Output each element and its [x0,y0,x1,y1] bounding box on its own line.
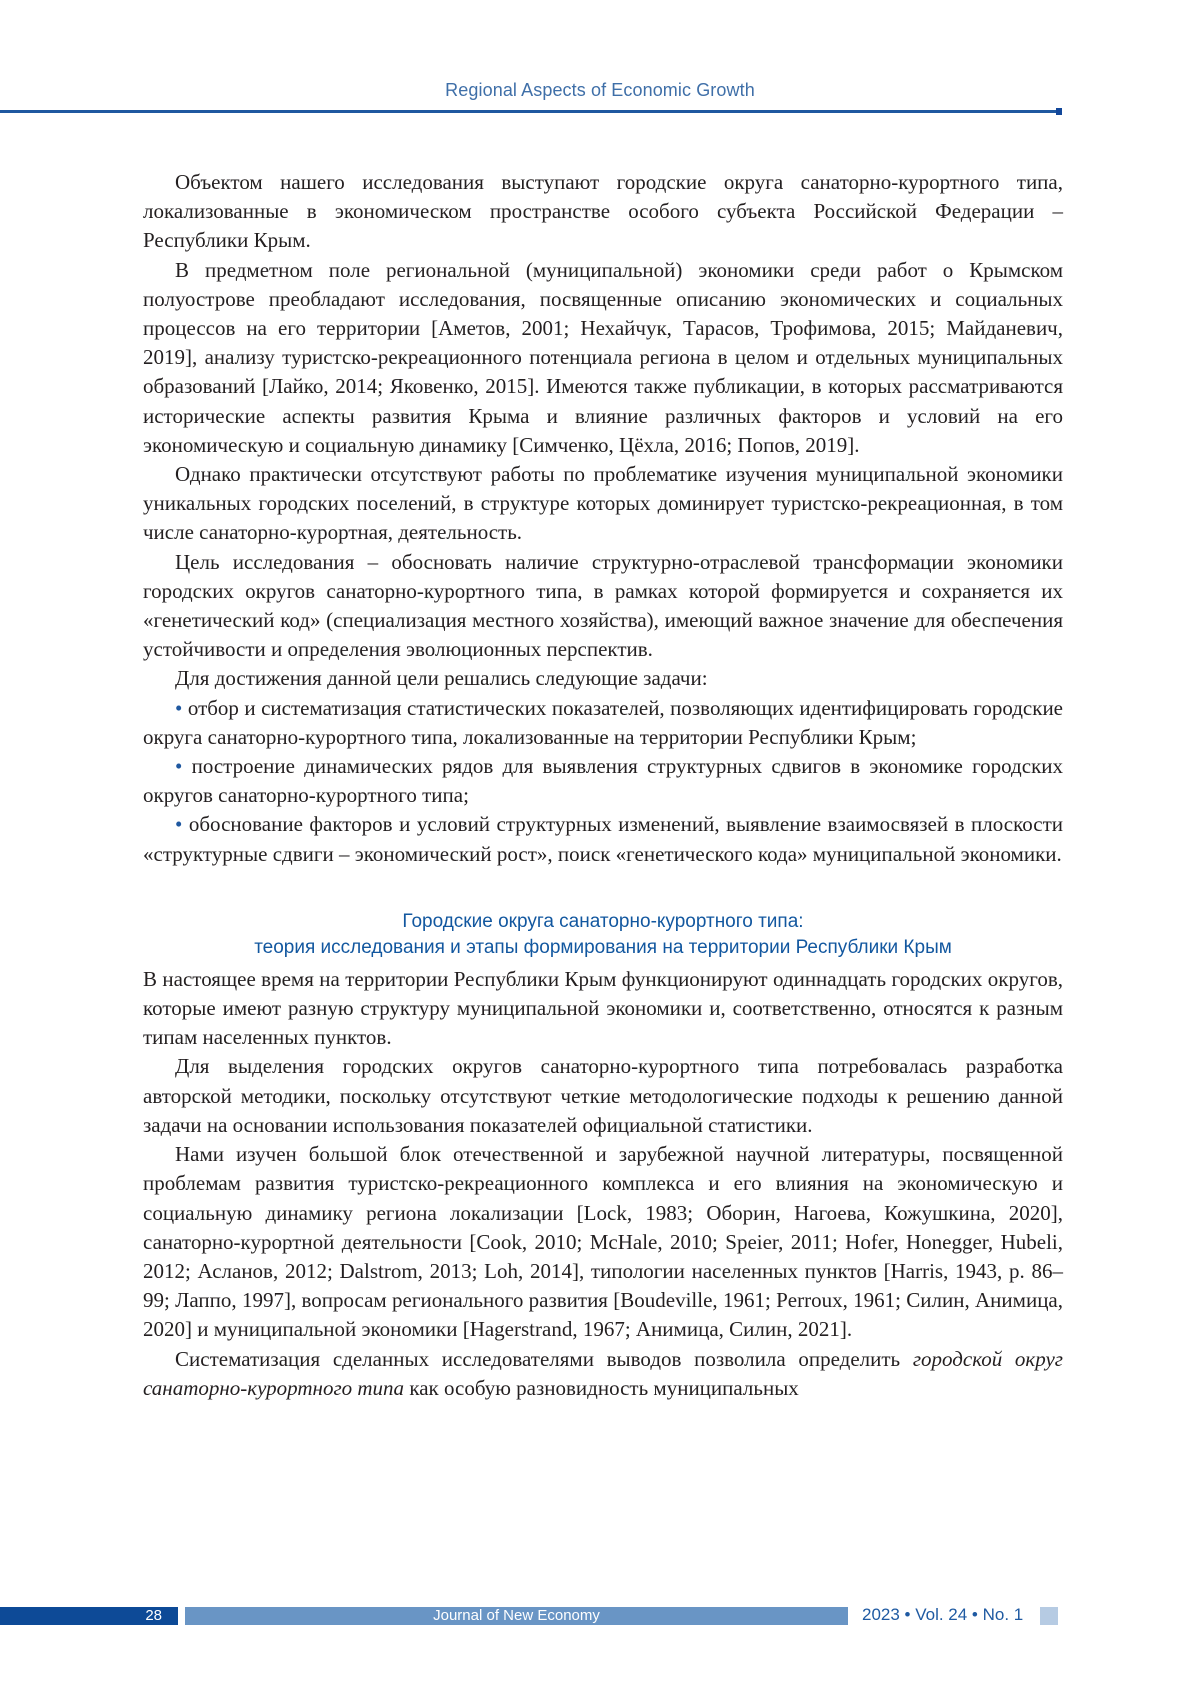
paragraph: В предметном поле региональной (муниципальной) экономики среди работ о Крымском полуострове преобладают исследования, посвященные описанию экономических и социальных процессов на его территории [Аметов, 2001; Нехайчук, Тарасов, Трофимова, 2015; Майданевич, 2019], анализу туристско-рекреационного потенциала региона в целом и отдельных муниципальных образований [Лайко, 2014; Яковенко, 2015]. Имеются также публикации, в которых рассматриваются исторические аспекты развития Крыма и влияние различных факторов и условий на его экономическую и социальную динамику [Симченко, Цёхла, 2016; Попов, 2019]. [143,257,1063,457]
issue-info: 2023 • Vol. 24 • No. 1 [862,1605,1024,1624]
article-body [143,168,1063,1403]
bullet-icon: • [175,754,183,779]
paragraph: Для достижения данной цели решались следующие задачи: [175,666,708,691]
section-heading-line: Городские округа санаторно-курортного типа: [402,910,804,932]
paragraph: Объектом нашего исследования выступают городские округа санаторно-курортного типа, локализованные в экономическом пространстве особого субъекта Российской Федерации – Республики Крым. [143,170,1063,253]
task-text: обоснование факторов и условий структурных изменений, выявление взаимосвязей в плоскости «структурные сдвиги – экономический рост», поиск «генетического кода» муниципальной экономики. [143,812,1063,866]
term-emphasis: городской округ санаторно-курортного типа [143,1346,1063,1400]
section-heading-line: теория исследования и этапы формирования на территории Республики Крым [254,936,952,958]
paragraph: В настоящее время на территории Республики Крым функционируют одиннадцать городских округов, которые имеют разную структуру муниципальной экономики и, соответственно, относятся к разным типам населенных пунктов. [143,966,1063,1050]
paragraph: Нами изучен большой блок отечественной и зарубежной научной литературы, посвященной проблемам развития туристско-рекреационного комплекса и его влияния на экономическую и социальную динамику региона локализации [Lock, 1983; Оборин, Нагоева, Кожушкина, 2020], санаторно-курортной деятельности [Cook, 2010; McHale, 2010; Speier, 2011; Hofer, Honegger, Hubeli, 2012; Асланов, 2012; Dalstrom, 2013; Loh, 2014], типологии населенных пунктов [Harris, 1943, p. 86–99; Лаппо, 1997], вопросам регионального развития [Boudeville, 1961; Perroux, 1961; Силин, Анимица, 2020] и муниципальной экономики [Hagerstrand, 1967; Анимица, Силин, 2021]. [143,1142,1063,1342]
paragraph: Однако практически отсутствуют работы по проблематике изучения муниципальной экономики уникальных городских поселений, в структуре которых доминирует туристско-рекреационная, в том числе санаторно-курортная, деятельность. [143,462,1063,545]
task-list-item [143,752,1063,810]
task-text: отбор и систематизация статистических показателей, позволяющих идентифицировать городские округа санаторно-курортного типа, локализованные на территории Республики Крым; [143,695,1064,749]
journal-name: Journal of New Economy [185,1607,848,1625]
paragraph: Цель исследования – обосновать наличие структурно-отраслевой трансформации экономики городских округов санаторно-курортного типа, в рамках которой формируется и сохраняется их «генетический код» (специализация местного хозяйства), имеющий важное значение для обеспечения устойчивости и определения эволюционных перспектив. [143,549,1063,662]
header-rule [0,110,1058,113]
task-list-item [143,810,1063,868]
paragraph-text: как особую разновидность муниципальных [404,1375,799,1400]
header-rule-end-marker [1056,108,1062,115]
task-list-item [143,694,1063,752]
section-heading [143,909,1063,961]
footer-marker [1040,1607,1058,1625]
running-head: Regional Aspects of Economic Growth [445,80,755,100]
paragraph [143,1345,1063,1403]
paragraph: Для выделения городских округов санаторно-курортного типа потребовалась разработка авторской методики, поскольку отсутствуют четкие методологические подходы к решению данной задачи на основании использования показателей официальной статистики. [143,1054,1063,1137]
paragraph-text: Систематизация сделанных исследователями выводов позволила определить [175,1346,913,1371]
page-number-block [0,1607,178,1625]
bullet-icon: • [175,695,183,720]
bullet-icon: • [175,812,183,837]
task-text: построение динамических рядов для выявления структурных сдвигов в экономике городских округов санаторно-курортного типа; [143,754,1064,808]
page-number: 28 [145,1607,162,1624]
